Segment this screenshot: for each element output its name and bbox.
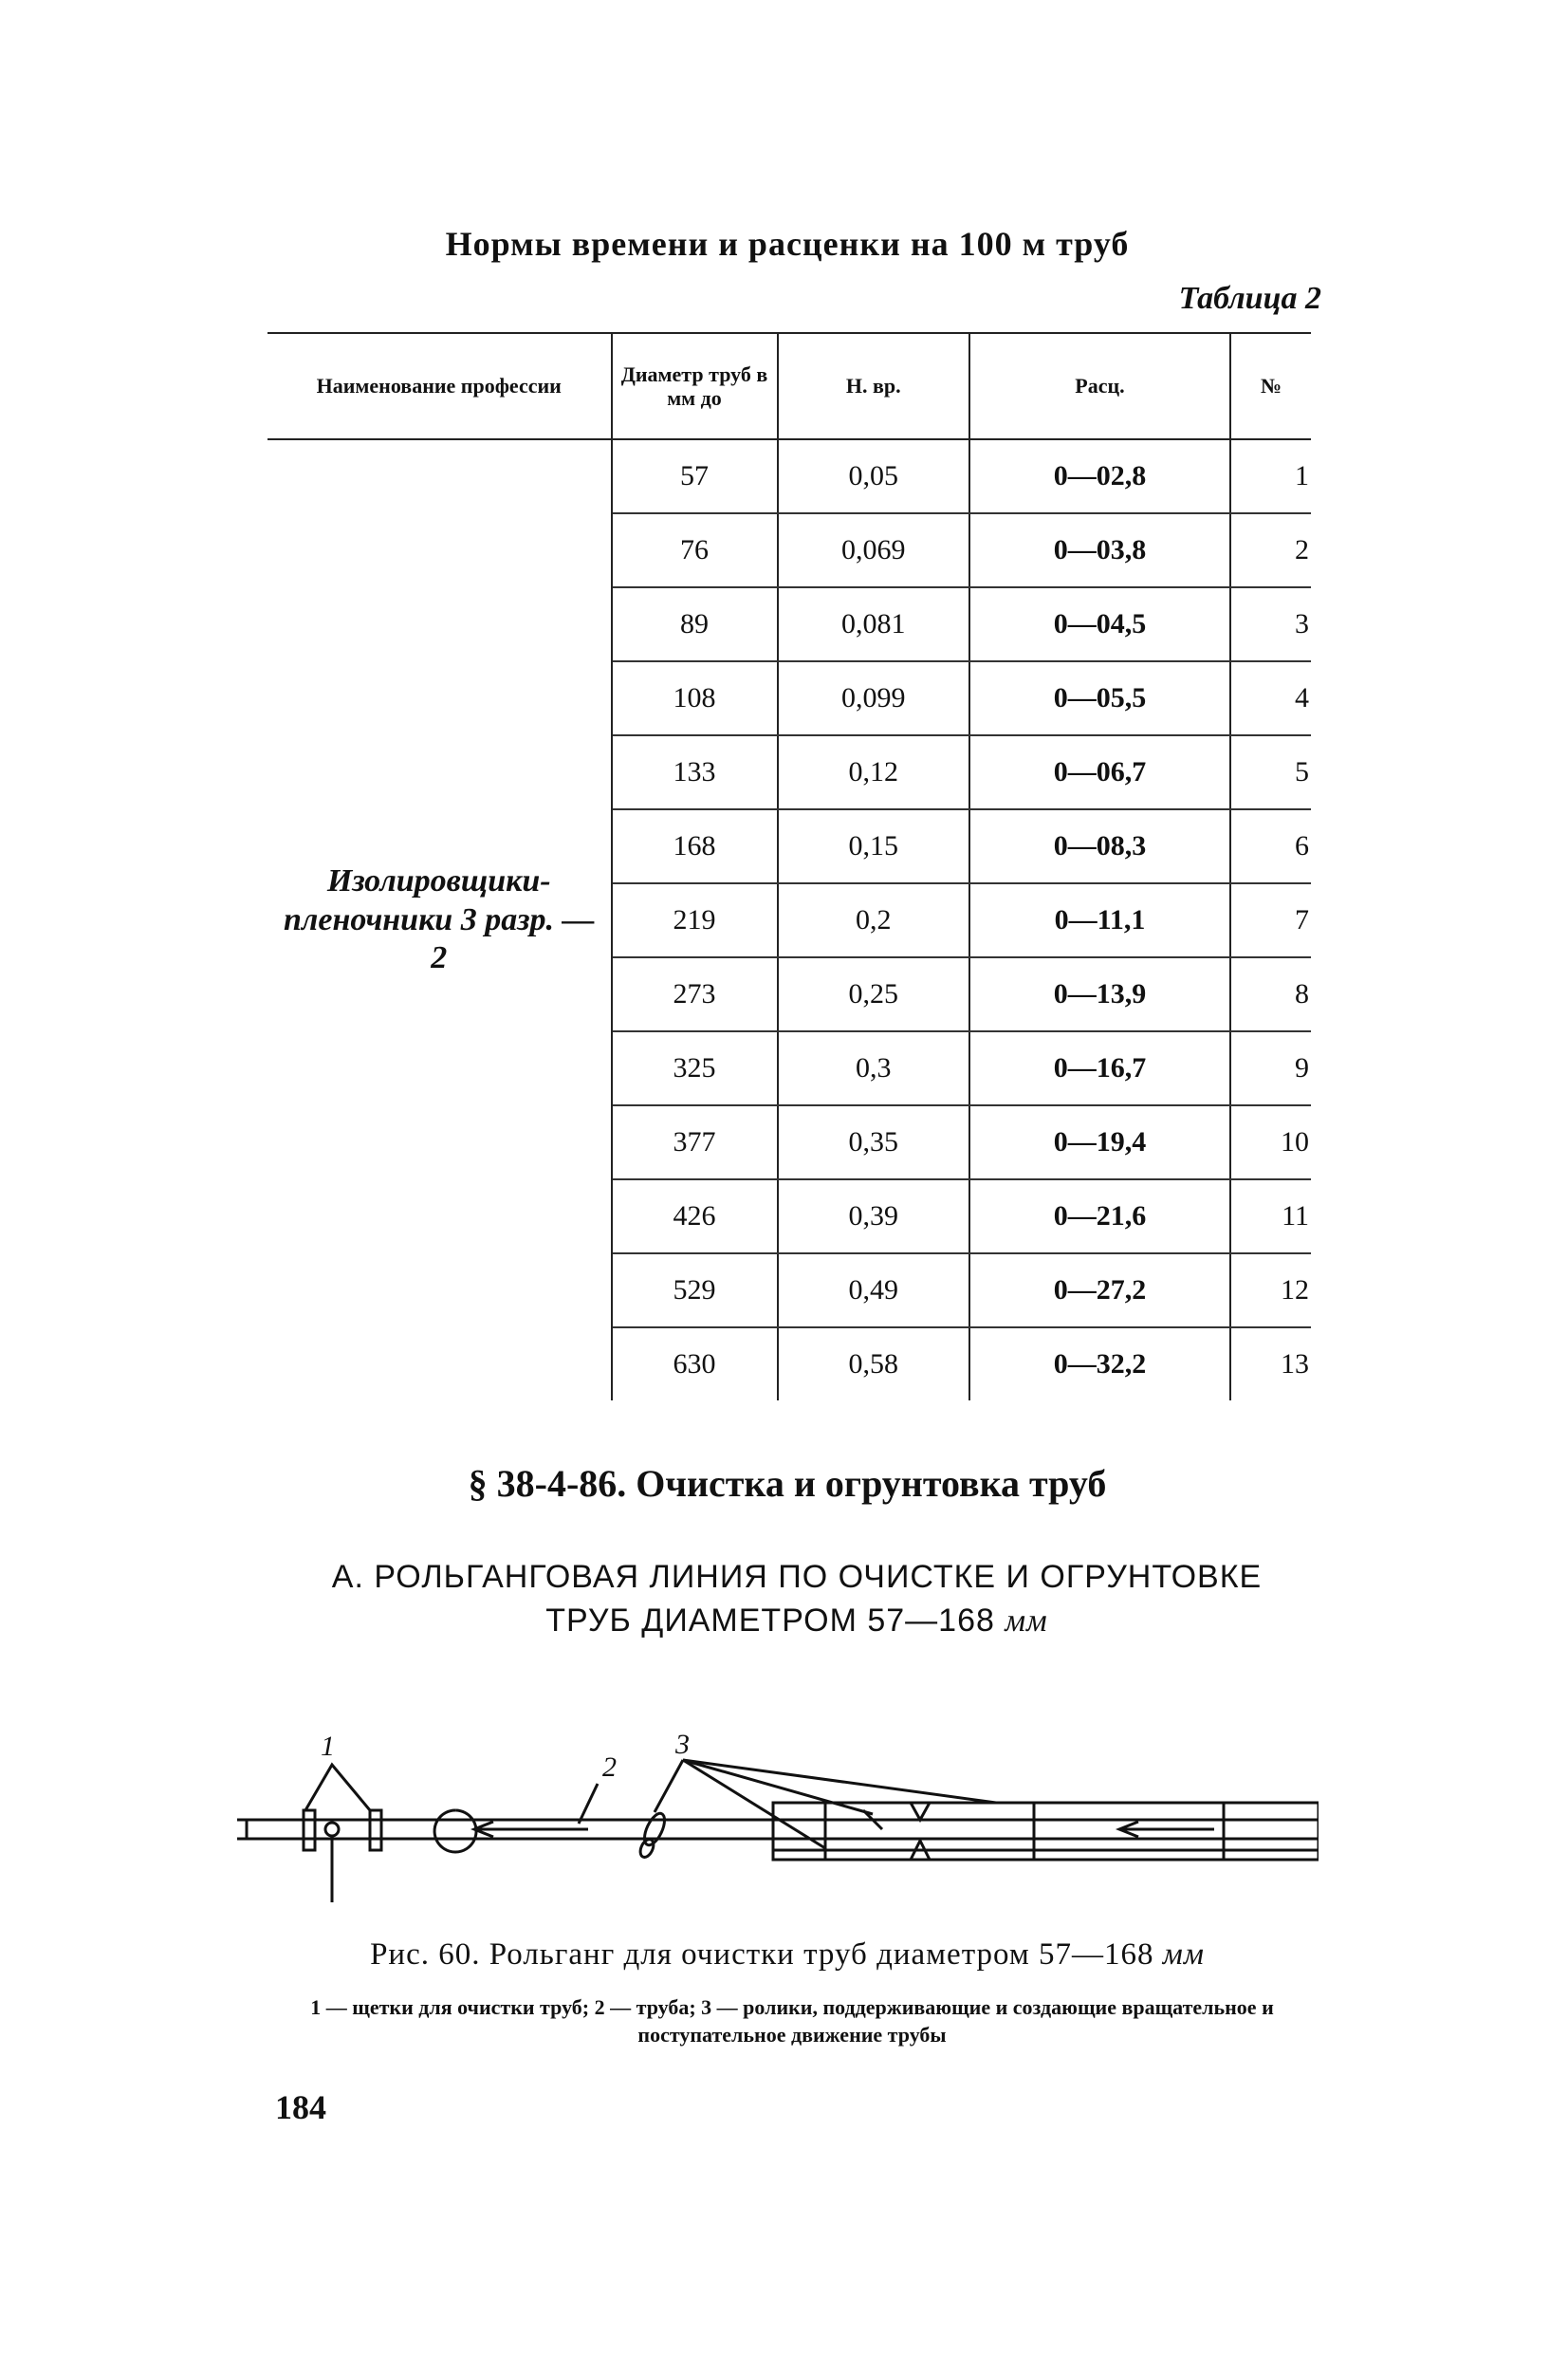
brush-hub xyxy=(325,1823,339,1836)
subheading-line-2-text: ТРУБ ДИАМЕТРОМ 57—168 xyxy=(545,1602,995,1639)
figure-caption-unit: мм xyxy=(1162,1937,1205,1972)
norm-cell: 0,2 xyxy=(778,883,970,957)
row-number-cell: 1 xyxy=(1230,439,1311,513)
subheading-unit: мм xyxy=(1005,1603,1048,1639)
table-title: Нормы времени и расценки на 100 м труб xyxy=(445,225,1130,263)
diameter-cell: 377 xyxy=(612,1105,778,1179)
figure-caption-text: Рис. 60. Рольганг для очистки труб диаметром 57—168 xyxy=(370,1937,1154,1972)
rate-cell: 0—19,4 xyxy=(969,1105,1230,1179)
diameter-cell: 219 xyxy=(612,883,778,957)
table-body xyxy=(267,439,1311,1400)
rate-cell: 0—08,3 xyxy=(969,809,1230,883)
norm-cell: 0,069 xyxy=(778,513,970,587)
table-header-row xyxy=(267,333,1311,439)
row-number-cell: 10 xyxy=(1230,1105,1311,1179)
diameter-cell: 426 xyxy=(612,1179,778,1253)
header-norm: Н. вр. xyxy=(778,333,970,439)
row-number-cell: 5 xyxy=(1230,735,1311,809)
rotation-arrow-icon xyxy=(434,1810,476,1852)
rate-cell: 0—02,8 xyxy=(969,439,1230,513)
norm-cell: 0,15 xyxy=(778,809,970,883)
norm-cell: 0,58 xyxy=(778,1327,970,1400)
row-number-cell: 2 xyxy=(1230,513,1311,587)
figure-legend: 1 — щетки для очистки труб; 2 — труба; 3 — ролики, поддерживающие и создающие вращательное и поступательное движение трубы xyxy=(310,1995,1274,2047)
norm-cell: 0,39 xyxy=(778,1179,970,1253)
header-profession: Наименование профессии xyxy=(267,333,612,439)
rate-cell: 0—04,5 xyxy=(969,587,1230,661)
diameter-cell: 630 xyxy=(612,1327,778,1400)
roller-conveyor-figure xyxy=(237,1708,1319,1917)
header-no: № xyxy=(1230,333,1311,439)
diameter-cell: 57 xyxy=(612,439,778,513)
diameter-cell: 529 xyxy=(612,1253,778,1327)
row-number-cell: 7 xyxy=(1230,883,1311,957)
row-number-cell: 12 xyxy=(1230,1253,1311,1327)
norm-cell: 0,3 xyxy=(778,1031,970,1105)
brush-1 xyxy=(304,1810,315,1850)
header-rate: Расц. xyxy=(969,333,1230,439)
figure-label-2: 2 xyxy=(602,1751,617,1783)
header-diameter: Диаметр труб в мм до xyxy=(612,333,778,439)
diameter-cell: 325 xyxy=(612,1031,778,1105)
brush-2 xyxy=(370,1810,381,1850)
table-row xyxy=(267,439,1311,513)
roller-2 xyxy=(911,1803,930,1820)
diameter-cell: 76 xyxy=(612,513,778,587)
rate-cell: 0—06,7 xyxy=(969,735,1230,809)
rate-cell: 0—16,7 xyxy=(969,1031,1230,1105)
diameter-cell: 168 xyxy=(612,809,778,883)
norm-cell: 0,25 xyxy=(778,957,970,1031)
subheading-line-1: А. РОЛЬГАНГОВАЯ ЛИНИЯ ПО ОЧИСТКЕ И ОГРУНТОВКЕ xyxy=(331,1559,1263,1595)
page-number: 184 xyxy=(275,2088,326,2126)
section-subheading xyxy=(285,1556,1309,1643)
norm-cell: 0,12 xyxy=(778,735,970,809)
rate-cell: 0—13,9 xyxy=(969,957,1230,1031)
table-label: Таблица 2 xyxy=(1178,281,1321,316)
norm-cell: 0,35 xyxy=(778,1105,970,1179)
row-number-cell: 9 xyxy=(1230,1031,1311,1105)
subheading-line-2 xyxy=(285,1600,1309,1643)
norms-table xyxy=(267,332,1311,1400)
rate-cell: 0—11,1 xyxy=(969,883,1230,957)
diameter-cell: 273 xyxy=(612,957,778,1031)
figure-label-1: 1 xyxy=(321,1731,335,1762)
figure-label-3: 3 xyxy=(675,1729,690,1760)
section-title: § 38-4-86. Очистка и огрунтовка труб xyxy=(468,1462,1107,1505)
row-number-cell: 4 xyxy=(1230,661,1311,735)
rate-cell: 0—32,2 xyxy=(969,1327,1230,1400)
norm-cell: 0,49 xyxy=(778,1253,970,1327)
norm-cell: 0,099 xyxy=(778,661,970,735)
rate-cell: 0—03,8 xyxy=(969,513,1230,587)
rate-cell: 0—21,6 xyxy=(969,1179,1230,1253)
rate-cell: 0—27,2 xyxy=(969,1253,1230,1327)
row-number-cell: 11 xyxy=(1230,1179,1311,1253)
row-number-cell: 6 xyxy=(1230,809,1311,883)
diameter-cell: 133 xyxy=(612,735,778,809)
row-number-cell: 13 xyxy=(1281,1348,1309,1380)
diameter-cell: 89 xyxy=(612,587,778,661)
row-number-cell: 8 xyxy=(1230,957,1311,1031)
rate-cell: 0—05,5 xyxy=(969,661,1230,735)
norm-cell: 0,05 xyxy=(778,439,970,513)
figure-caption xyxy=(266,1937,1309,1973)
row-number-cell: 3 xyxy=(1230,587,1311,661)
diameter-cell: 108 xyxy=(612,661,778,735)
leader-2 xyxy=(579,1784,598,1824)
profession-cell: Изолировщики-пленочники 3 разр. — 2 xyxy=(267,439,612,1400)
norm-cell: 0,081 xyxy=(778,587,970,661)
leader-1 xyxy=(305,1765,370,1810)
